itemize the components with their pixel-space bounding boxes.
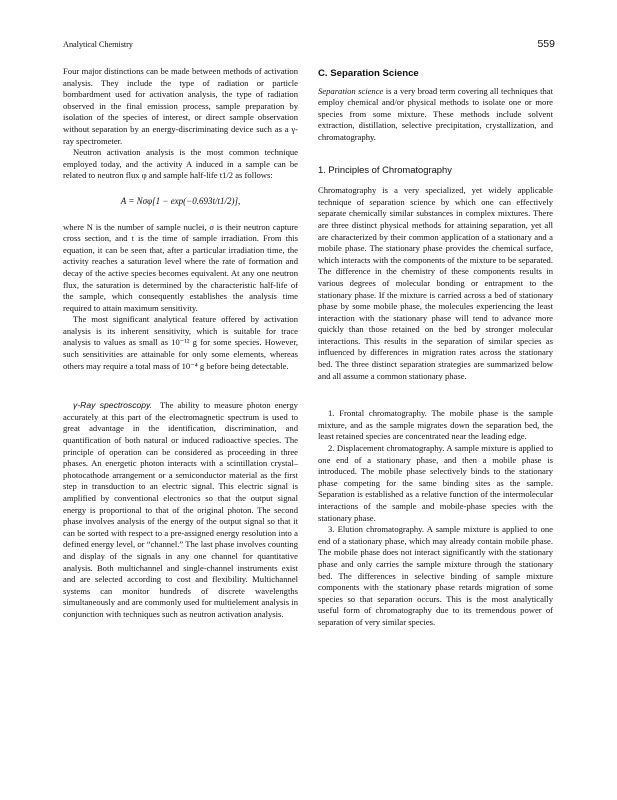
paragraph-neutron-activation: Neutron activation analysis is the most common technique employed today, and the activity A induced in a sample can be related to neutron flux φ and sample half-life t1/2 as follows:: [63, 147, 298, 181]
list-item-elution: 3. Elution chromatography. A sample mixture is applied to one end of a stationary phase, which may already contain mobile phase. The mobile phase does not interact significantly with the stationary phase and only carries the sample mixture through the stationary bed. The differences in selective binding of sample mixture components with the stationary phase retards migration of some species so that separation occurs. This is the most analytically useful form of chromatography due to its tremendous power of separation of very similar species.: [318, 524, 553, 627]
section-title-separation-science: C. Separation Science: [318, 68, 419, 79]
separation-science-body: is a very broad term covering all techniques that employ chemical and/or physical methods to isolate one or more species from some mixture. These methods include solvent extraction, distillation, selective precipitation, crystallization, and chromatography.: [318, 85, 553, 142]
paragraph-sensitivity: The most significant analytical feature offered by activation analysis is its inherent sensitivity, which is suitable for trace analysis to values as small as 10⁻¹² g for some species. However, such sensitivities are attainable for only some elements, whereas others may require a total mass of 10⁻⁴ g before being detectable.: [63, 314, 298, 371]
gamma-ray-body: The ability to measure photon energy accurately at this part of the electromagnetic spectrum is used to great advantage in the identification, discrimination, and quantification of both natural or induced radioactive species. The principle of operation can be considered as proceeding in three phases. An energetic photon interacts with a scintillation crystal–photocathode arrangement or a semiconductor material as the first step in transduction to an electric signal. This electric signal is amplified by conventional electronics so that the output signal energy is proportional to that of the original photon. The second phase involves analysis of the energy of the output signal so that it can be sorted with respect to a pre-assigned energy resolution into a defined energy level, or “channel.” The last phase involves counting and display of the signals in any one channel for quantitative analysis. Both multichannel and single-channel instruments exist and are selected according to cost and flexibility. Multichannel systems can monitor hundreds of discrete wavelengths simultaneously and are commonly used for multielement analysis in conjunction with techniques such as neutron activation analysis.: [63, 400, 298, 619]
paragraph-equation-explanation: where N is the number of sample nuclei, σ is their neutron capture cross section, and t is the time of sample irradiation. From this equation, it can be seen that, after a particular irradiation time, the activity reaches a saturation level where the rate of formation and decay of the active species becomes equivalent. At any one neutron flux, the saturation is determined by the characteristic half-life of the sample, which consequently establishes the analysis time required to attain maximum sensitivity.: [63, 221, 298, 313]
list-item-displacement: 2. Displacement chromatography. A sample mixture is applied to one end of a stationary phase, and then a mobile phase is introduced. The mobile phase selectively binds to the stationary phase competing for the same binding sites as the sample. Separation is established as a relative function of the intermolecular interactions of the sample and mobile-phase species with the stationary phase.: [318, 443, 553, 523]
paragraph-activation-distinctions: Four major distinctions can be made between methods of activation analysis. They include the type of radiation or particle bombardment used for activation analysis, the type of radiation observed in the final emission process, sample preparation by isolation of the species of interest, or direct sample observation without separation by an energy-discriminating device such as a γ-ray spectrometer.: [63, 66, 298, 146]
page-number: 559: [537, 38, 555, 50]
subsection-title-chromatography: 1. Principles of Chromatography: [318, 163, 452, 175]
left-column: [63, 66, 298, 621]
paragraph-chromatography: Chromatography is a very specialized, yet widely applicable technique of separation science by which one can effectively separate chemically similar substances in complex mixtures. There are three distinct physical methods for attaining separation, yet all are characterized by their common application of a stationary and a mobile phase. The stationary phase provides the chemical surface, which interacts with the components of the mixture to be separated. The difference in the chemistry of these components results in various degrees of molecular bonding or entrapment to the stationary phase. If the mixture is carried across a bed of stationary phase by some mobile phase, the molecules experiencing the least interaction with the stationary phase will tend to advance more quickly than those retained on the bed by stronger molecular interactions. This results in the separation of similar species as influenced by differences in migration rates across the stationary bed. The three distinct separation strategies are summarized below and all assume a common stationary phase.: [318, 185, 553, 381]
right-column: [318, 66, 553, 629]
term-separation-science: Separation science: [318, 85, 384, 96]
running-header-journal: Analytical Chemistry: [63, 40, 133, 49]
paragraph-gamma-ray: [63, 400, 298, 620]
run-in-heading-gamma-ray: γ-Ray spectroscopy.: [73, 400, 153, 411]
paragraph-separation-science: [318, 86, 553, 144]
equation-activity: A = Nσφ[1 − exp(−0.693t/t1/2)],: [120, 195, 241, 206]
list-item-frontal: 1. Frontal chromatography. The mobile phase is the sample mixture, and as the sample migrates down the separation bed, the least retained species are concentrated near the leading edge.: [318, 408, 553, 442]
